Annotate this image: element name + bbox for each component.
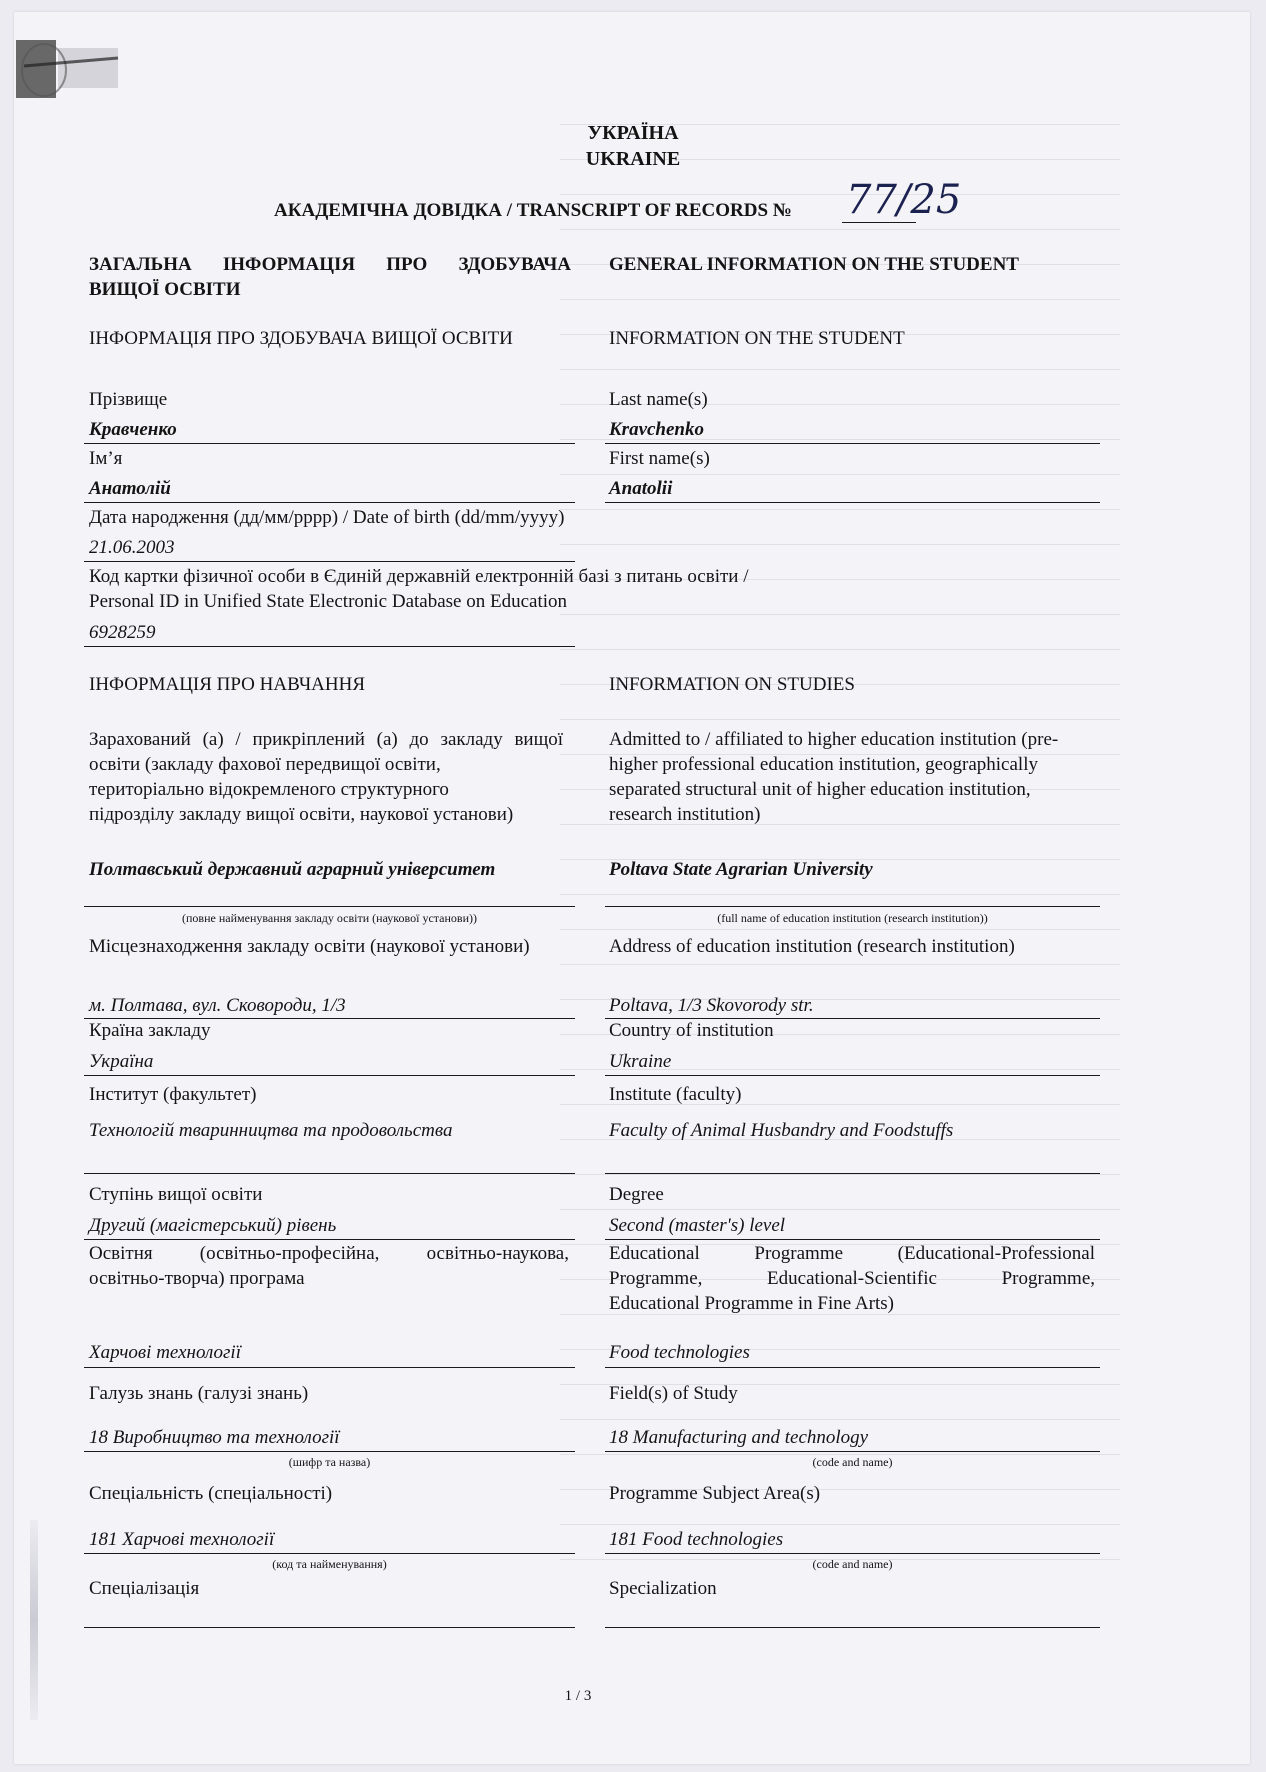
field-label-en: Field(s) of Study bbox=[609, 1383, 738, 1404]
faculty-line-en bbox=[605, 1173, 1100, 1174]
specialization-line-ua bbox=[84, 1627, 575, 1628]
institution-caption-en: (full name of education institution (research institution)) bbox=[717, 911, 988, 925]
programme-line-en bbox=[605, 1367, 1100, 1368]
institution-caption-ua: (повне найменування закладу освіти (наукової установи)) bbox=[182, 911, 477, 925]
degree-line-en bbox=[605, 1239, 1100, 1240]
specialty-value-en: 181 Food technologies bbox=[609, 1529, 784, 1550]
admitted-label-en: Admitted to / affiliated to higher education institution (pre- higher professional education institution, geographically separated structural unit of higher education institution, research institution) bbox=[609, 729, 1059, 825]
field-value-en: 18 Manufacturing and technology bbox=[609, 1427, 869, 1448]
birth-line bbox=[84, 561, 575, 562]
last-name-label-ua: Прізвище bbox=[89, 389, 168, 410]
degree-label-ua: Ступінь вищої освіти bbox=[89, 1184, 263, 1205]
programme-value-ua: Харчові технології bbox=[89, 1342, 241, 1363]
field-line-ua bbox=[84, 1451, 575, 1452]
general-heading-ua: ЗАГАЛЬНА ІНФОРМАЦІЯ ПРО ЗДОБУВАЧА bbox=[89, 254, 571, 275]
first-name-value-en: Anatolii bbox=[609, 478, 673, 499]
country-line-ua bbox=[84, 1075, 575, 1076]
specialty-caption-en: (code and name) bbox=[812, 1557, 893, 1571]
address-label-ua: Місцезнаходження закладу освіти (наукової установи) bbox=[89, 936, 530, 957]
first-name-label-en: First name(s) bbox=[609, 448, 710, 469]
birth-label: Дата народження (дд/мм/рррр) / Date of birth (dd/mm/yyyy) bbox=[89, 507, 565, 528]
number-underline bbox=[842, 222, 916, 223]
country-en: UKRAINE bbox=[585, 148, 681, 170]
country-value-en: Ukraine bbox=[609, 1051, 672, 1072]
document-number: 77/25 bbox=[846, 177, 962, 223]
address-value-en: Poltava, 1/3 Skovorody str. bbox=[609, 995, 814, 1016]
programme-label-ua: Освітня (освітньо-професійна, освітньо-наукова, освітньо-творча) програма bbox=[89, 1243, 569, 1289]
personal-id-label-1: Код картки фізичної особи в Єдиній державній електронній базі з питань освіти / bbox=[89, 566, 749, 587]
specialty-line-en bbox=[605, 1553, 1100, 1554]
specialty-line-ua bbox=[84, 1553, 575, 1554]
country-ua: УКРАЇНА bbox=[587, 122, 679, 144]
faculty-value-en: Faculty of Animal Husbandry and Foodstuffs bbox=[609, 1120, 954, 1141]
field-caption-en: (code and name) bbox=[812, 1455, 893, 1469]
degree-value-ua: Другий (магістерський) рівень bbox=[89, 1215, 337, 1236]
address-label-en: Address of education institution (research institution) bbox=[609, 936, 1015, 957]
specialization-label-en: Specialization bbox=[609, 1578, 717, 1599]
field-line-en bbox=[605, 1451, 1100, 1452]
specialty-caption-ua: (код та найменування) bbox=[272, 1557, 387, 1571]
birth-value: 21.06.2003 bbox=[89, 537, 175, 558]
country-label-ua: Країна закладу bbox=[89, 1020, 211, 1041]
personal-id-line bbox=[84, 646, 575, 647]
institution-line-en bbox=[605, 906, 1100, 907]
institution-value-en: Poltava State Agrarian University bbox=[609, 859, 873, 880]
institution-line-ua bbox=[84, 906, 575, 907]
country-label-en: Country of institution bbox=[609, 1020, 774, 1041]
specialization-line-en bbox=[605, 1627, 1100, 1628]
first-name-line-en bbox=[605, 502, 1100, 503]
specialty-label-ua: Спеціальність (спеціальності) bbox=[89, 1483, 333, 1504]
corner-stamp-mark bbox=[14, 36, 124, 106]
student-heading-ua: ІНФОРМАЦІЯ ПРО ЗДОБУВАЧА ВИЩОЇ ОСВІТИ bbox=[89, 328, 513, 349]
studies-heading-ua: ІНФОРМАЦІЯ ПРО НАВЧАННЯ bbox=[89, 674, 366, 695]
degree-value-en: Second (master's) level bbox=[609, 1215, 786, 1236]
programme-value-en: Food technologies bbox=[609, 1342, 750, 1363]
first-name-label-ua: Ім’я bbox=[89, 448, 123, 469]
studies-heading-en: INFORMATION ON STUDIES bbox=[609, 674, 855, 695]
programme-label-en: Educational Programme (Educational-Professional Programme, Educational-Scientific Programme, Educational Programme in Fine Arts) bbox=[609, 1243, 1095, 1314]
field-value-ua: 18 Виробництво та технології bbox=[89, 1427, 340, 1448]
faculty-value-ua: Технологій тваринництва та продовольства bbox=[89, 1120, 453, 1141]
document-title: АКАДЕМІЧНА ДОВІДКА / TRANSCRIPT OF RECORDS № bbox=[274, 200, 792, 221]
country-value-ua: Україна bbox=[89, 1051, 154, 1072]
personal-id-value: 6928259 bbox=[89, 622, 156, 643]
last-name-line-ua bbox=[84, 443, 575, 444]
first-name-line-ua bbox=[84, 502, 575, 503]
specialty-label-en: Programme Subject Area(s) bbox=[609, 1483, 821, 1504]
first-name-value-ua: Анатолій bbox=[89, 478, 171, 499]
last-name-line-en bbox=[605, 443, 1100, 444]
address-value-ua: м. Полтава, вул. Сковороди, 1/3 bbox=[89, 995, 346, 1016]
degree-label-en: Degree bbox=[609, 1184, 664, 1205]
specialty-value-ua: 181 Харчові технології bbox=[89, 1529, 275, 1550]
last-name-value-en: Kravchenko bbox=[609, 419, 704, 440]
personal-id-label-2: Personal ID in Unified State Electronic Database on Education bbox=[89, 591, 568, 612]
faculty-label-ua: Інститут (факультет) bbox=[89, 1084, 257, 1105]
last-name-label-en: Last name(s) bbox=[609, 389, 708, 410]
faculty-line-ua bbox=[84, 1173, 575, 1174]
general-heading-ua-2: ВИЩОЇ ОСВІТИ bbox=[89, 279, 241, 300]
student-heading-en: INFORMATION ON THE STUDENT bbox=[609, 328, 905, 349]
institution-value-ua: Полтавський державний аграрний університет bbox=[89, 859, 496, 880]
field-caption-ua: (шифр та назва) bbox=[288, 1455, 371, 1469]
general-heading-en: GENERAL INFORMATION ON THE STUDENT bbox=[609, 254, 1019, 275]
country-line-en bbox=[605, 1075, 1100, 1076]
last-name-value-ua: Кравченко bbox=[89, 419, 177, 440]
page-number: 1 / 3 bbox=[564, 1688, 592, 1704]
programme-line-ua bbox=[84, 1367, 575, 1368]
degree-line-ua bbox=[84, 1239, 575, 1240]
specialization-label-ua: Спеціалізація bbox=[89, 1578, 200, 1599]
admitted-label-ua: Зарахований (а) / прикріплений (а) до закладу вищої освіти (закладу фахової передвищої освіти, територіально відокремленого структурного підрозділу закладу вищої освіти, наукової установи) bbox=[89, 729, 563, 825]
faculty-label-en: Institute (faculty) bbox=[609, 1084, 742, 1105]
field-label-ua: Галузь знань (галузі знань) bbox=[89, 1383, 309, 1404]
